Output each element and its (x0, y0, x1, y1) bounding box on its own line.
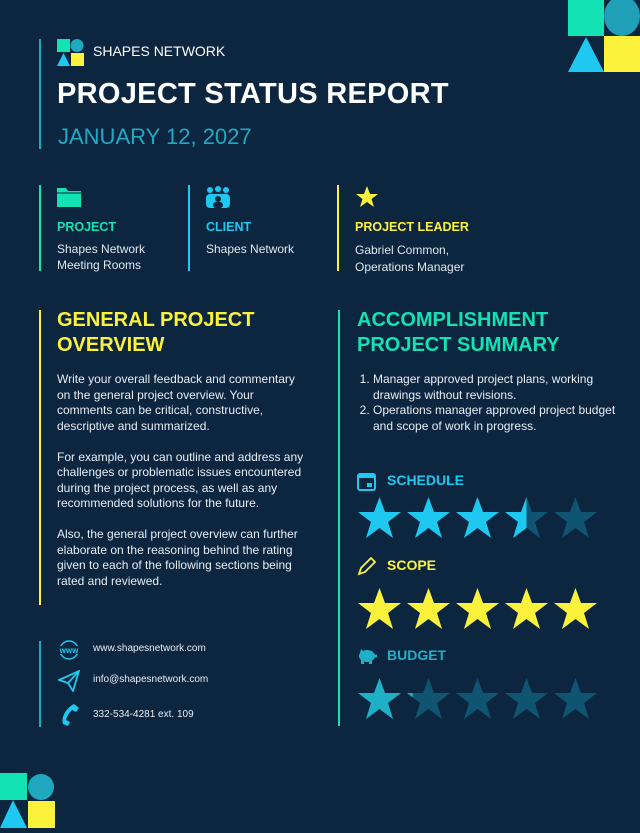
star-icon (355, 185, 379, 214)
divider (39, 39, 41, 149)
phone-number: 332-534-4281 ext. 109 (93, 709, 194, 720)
budget-label: BUDGET (387, 647, 447, 663)
leader-label: PROJECT LEADER (355, 220, 469, 234)
brand-logo (57, 39, 84, 71)
rating-star (455, 496, 500, 540)
calendar-icon (357, 471, 377, 496)
rating-star (406, 496, 451, 540)
rating-star (553, 587, 598, 631)
rating-star (357, 677, 402, 721)
leader-value: Gabriel Common, Operations Manager (355, 243, 465, 274)
pencil-icon (357, 556, 377, 581)
report-date: JANUARY 12, 2027 (58, 124, 252, 149)
svg-text:www: www (59, 646, 79, 655)
project-label: PROJECT (57, 220, 117, 234)
list-item: 2. Operations manager approved project budget and scope of work in progress. (373, 403, 617, 434)
folder-icon (57, 186, 81, 212)
decor-shapes-bottom (0, 773, 56, 828)
rating-star (357, 496, 402, 540)
client-label: CLIENT (206, 220, 252, 234)
rating-star (504, 496, 549, 540)
piggy-bank-icon (357, 646, 377, 669)
schedule-label: SCHEDULE (387, 472, 465, 488)
rating-star (455, 587, 500, 631)
rating-star (553, 677, 598, 721)
schedule-rating (357, 496, 598, 540)
rating-star (504, 677, 549, 721)
overview-heading: GENERAL PROJECT OVERVIEW (57, 309, 255, 356)
email-link[interactable]: info@shapesnetwork.com (93, 674, 209, 685)
list-item: 1. Manager approved project plans, working drawings without revisions. (373, 372, 617, 403)
globe-icon (57, 640, 81, 665)
rating-star (455, 677, 500, 721)
rating-star (406, 677, 451, 721)
project-value: Shapes Network Meeting Rooms (57, 242, 146, 272)
page-title: PROJECT STATUS REPORT (57, 78, 449, 110)
client-value: Shapes Network (206, 242, 295, 256)
summary-list (357, 372, 617, 434)
rating-star (504, 587, 549, 631)
website-link[interactable]: www.shapesnetwork.com (93, 643, 206, 654)
summary-heading: ACCOMPLISHMENT PROJECT SUMMARY (357, 309, 560, 356)
scope-rating (357, 587, 598, 631)
budget-rating (357, 677, 598, 721)
scope-label: SCOPE (387, 557, 437, 573)
send-icon (58, 670, 80, 697)
people-icon (206, 186, 230, 213)
brand-name: SHAPES NETWORK (93, 43, 226, 59)
rating-star (357, 587, 402, 631)
rating-star (406, 587, 451, 631)
phone-icon (58, 703, 80, 732)
decor-shapes-top (568, 0, 640, 72)
overview-body: Write your overall feedback and commentary on the general project overview. Your comments can be critical, constructive, descriptive and summarized. For example, you can outline and address any challenges or problematic issues encountered during the project process, as well as any recommended solutions for the future. Also, the general project overview can further elaborate on the reasoning behind the rating given to each of the following sections being rated and reviewed. (57, 372, 304, 588)
rating-star (553, 496, 598, 540)
